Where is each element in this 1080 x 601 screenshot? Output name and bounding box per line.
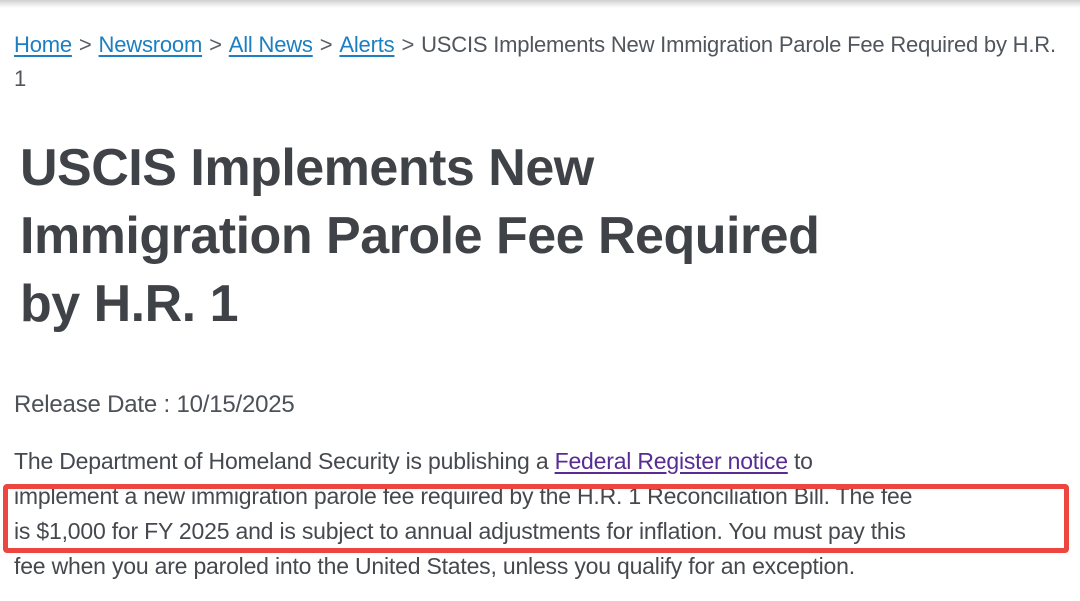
breadcrumb-separator: > [319,32,333,57]
page-title [20,134,1066,338]
breadcrumb-current-page: USCIS Implements New Immigration Parole Fee Required by H.R. 1 [14,32,1056,91]
release-date-value: 10/15/2025 [176,391,295,418]
page-title-line-3: by H.R. 1 [20,275,238,333]
release-date-label: Release Date : [14,391,170,418]
paragraph-text: implement a new immigration parole fee required by the H.R. 1 Reconciliation Bill. The fee [14,483,913,509]
release-date [14,388,1066,422]
paragraph-text: The Department of Homeland Security is publishing a [14,448,555,474]
breadcrumb-separator: > [209,32,222,57]
breadcrumb-link-all-news[interactable]: All News [228,32,313,57]
breadcrumb-separator: > [78,32,92,57]
page-title-line-2: Immigration Parole Fee Required [20,207,820,265]
breadcrumb-link-newsroom[interactable]: Newsroom [98,32,203,57]
federal-register-notice-link[interactable]: Federal Register notice [554,448,788,474]
breadcrumb-link-alerts[interactable]: Alerts [339,32,395,57]
paragraph-text: is $1,000 for FY 2025 and is subject to annual adjustments for inflation. You must pay this [14,518,906,544]
page-title-line-1: USCIS Implements New [20,139,594,197]
paragraph-text: fee when you are paroled into the United States, unless you qualify for an exception. [14,553,855,579]
breadcrumb-link-home[interactable]: Home [14,32,72,57]
breadcrumb [14,28,1066,96]
article-paragraph [14,444,1066,584]
paragraph-text: to [787,448,813,474]
breadcrumb-separator: > [401,32,415,57]
